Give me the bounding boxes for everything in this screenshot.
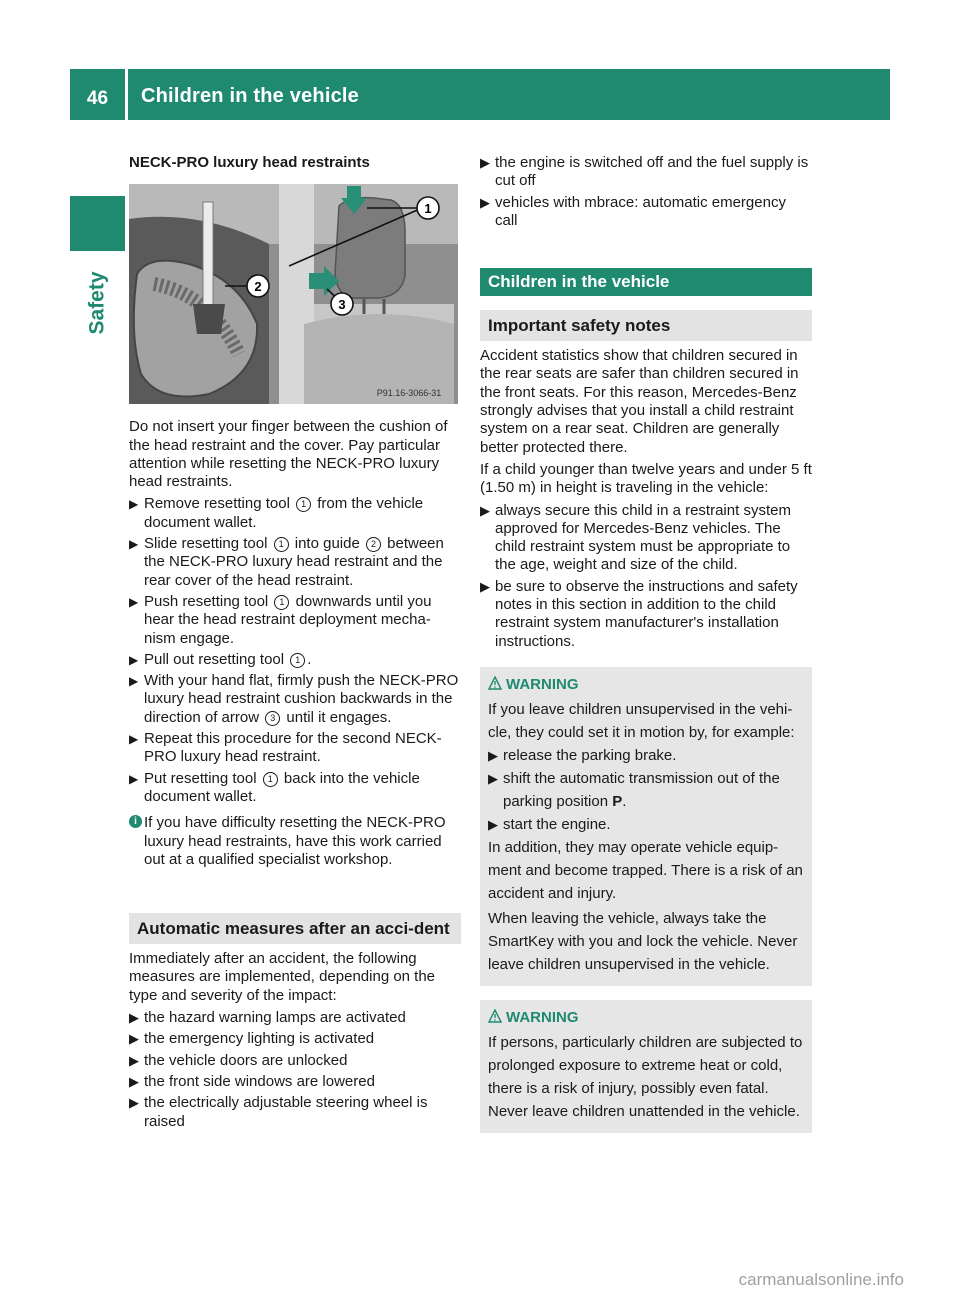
bullet-icon: ▶ (129, 1052, 139, 1068)
warning-icon (488, 1009, 502, 1023)
step-arrow-icon: ▶ (129, 771, 139, 786)
bullet-icon: ▶ (488, 816, 498, 832)
auto-bullet: ▶ the front side windows are lowered (129, 1072, 375, 1090)
info-note: i If you have difficulty resetting the NECK-PRO luxury head restraints, have this work carried out at a qualified specialist workshop. (129, 814, 461, 869)
cont-bullet: ▶ vehicles with mbrace: automatic emergency call (480, 193, 786, 229)
step-7-ref-1: 1 (263, 772, 278, 787)
step-6: ▶ Repeat this procedure for the second NECK-PRO luxury head restraint. (129, 730, 442, 766)
warning-1-para-2: When leaving the vehicle, always take the SmartKey with you and lock the vehicle. Never leave children unsupervised in the vehicle. (488, 909, 798, 973)
warning-2-text: If persons, particularly children are subjected to prolonged exposure to extreme heat or cold, there is a risk of injury, possibly even fatal. Never leave children unattended in the vehicle. (488, 1033, 803, 1120)
header-divider (125, 69, 128, 120)
warning-title: WARNING (488, 673, 804, 696)
safety-bullet: ▶ always secure this child in a restraint system approved for Mercedes-Benz vehicles. The child restraint system must be appropriate to the age, weight and size of the child. (480, 501, 791, 574)
neck-pro-heading: NECK-PRO luxury head restraints (129, 154, 370, 171)
callout-1: 1 (424, 201, 432, 217)
warning-1-bullet: ▶ shift the automatic transmission out of the parking position P. (488, 767, 804, 813)
bullet-icon: ▶ (480, 194, 490, 210)
step-3-ref-1: 1 (274, 595, 289, 610)
step-7: ▶ Put resetting tool 1 back into the vehicle document wallet. (129, 769, 420, 805)
side-tab (70, 258, 125, 348)
bullet-icon: ▶ (129, 1073, 139, 1089)
step-arrow-icon: ▶ (129, 594, 139, 609)
safety-para-2: If a child younger than twelve years and under 5 ft (1.50 m) in height is traveling in the vehicle: (480, 460, 812, 497)
intro-text: Do not insert your finger between the cushion of the head restraint and the cover. Pay particular attention while resetting the NECK-PRO luxury head restraints. (129, 418, 448, 491)
bullet-icon: ▶ (129, 1095, 139, 1111)
cont-bullet: ▶ the engine is switched off and the fuel supply is cut off (480, 154, 809, 190)
bullet-icon: ▶ (480, 578, 490, 594)
safety-bullet: ▶ be sure to observe the instructions and safety notes in this section in addition to the child restraint system manufacturer's installation instructions. (480, 577, 798, 650)
warning-icon (488, 676, 502, 690)
step-1-ref-1: 1 (296, 497, 311, 512)
warning-1-para-1: In addition, they may operate vehicle equip-ment and become trapped. There is a risk of an accident and injury. (488, 838, 803, 902)
bullet-icon: ▶ (129, 1010, 139, 1026)
step-arrow-icon: ▶ (129, 537, 139, 552)
watermark: carmanualsonline.info (738, 1270, 904, 1289)
step-arrow-icon: ▶ (129, 652, 139, 667)
bullet-icon: ▶ (480, 502, 490, 518)
auto-measures-heading: Automatic measures after an acci-dent (129, 913, 461, 944)
bullet-icon: ▶ (488, 770, 498, 786)
auto-bullet: ▶ the vehicle doors are unlocked (129, 1051, 348, 1069)
step-5-ref-3: 3 (265, 711, 280, 726)
warning-title: WARNING (488, 1006, 804, 1029)
step-arrow-icon: ▶ (129, 674, 139, 689)
warning-1-intro: If you leave children unsupervised in the vehi-cle, they could set it in motion by, for example: (488, 700, 795, 741)
step-arrow-icon: ▶ (129, 732, 139, 747)
warning-1-bullet: ▶ release the parking brake. (488, 744, 804, 767)
right-column (480, 154, 812, 1133)
warning-1-bullet: ▶ start the engine. (488, 813, 804, 836)
step-2-ref-2: 2 (366, 537, 381, 552)
step-4: ▶ Pull out resetting tool 1 . (129, 650, 312, 668)
warning-box-2 (480, 1000, 812, 1133)
head-restraint-illustration (129, 184, 458, 404)
bullet-icon: ▶ (129, 1031, 139, 1047)
left-column (129, 154, 461, 1134)
bullet-icon: ▶ (488, 747, 498, 763)
step-2-ref-1: 1 (274, 537, 289, 552)
warning-box-1 (480, 667, 812, 986)
callout-2: 2 (254, 279, 262, 295)
head-restraint-figure (129, 184, 458, 404)
auto-bullet: ▶ the hazard warning lamps are activated (129, 1009, 406, 1027)
step-2: ▶ Slide resetting tool 1 into guide 2 between the NECK-PRO luxury head restraint and the rear cover of the head restraint. (129, 535, 444, 589)
section-heading: Children in the vehicle (480, 268, 812, 296)
step-1: ▶ Remove resetting tool 1 from the vehicle document wallet. (129, 495, 424, 531)
step-4-ref-1: 1 (290, 653, 305, 668)
step-3: ▶ Push resetting tool 1 downwards until you hear the head restraint deployment mecha-nism engage. (129, 592, 432, 647)
auto-bullet: ▶ the emergency lighting is activated (129, 1030, 375, 1048)
page-number: 46 (86, 87, 109, 109)
info-icon: i (129, 815, 142, 828)
safety-para-1: Accident statistics show that children secured in the rear seats are safer than children secured in the front seats. For this reason, Mercedes-Benz strongly advises that you install a child restraint system on a rear seat. Children are generally better protected there. (480, 347, 799, 456)
step-arrow-icon: ▶ (129, 497, 139, 512)
callout-3: 3 (338, 297, 346, 313)
subsection-heading: Important safety notes (480, 310, 812, 341)
side-tab-label: Safety (85, 271, 109, 335)
figure-code: P91.16-3066-31 (376, 388, 442, 399)
auto-bullet: ▶ the electrically adjustable steering wheel is raised (129, 1094, 428, 1130)
step-5: ▶ With your hand flat, firmly push the NECK-PRO luxury head restraint cushion backwards in the direction of arrow 3 until it engages. (129, 672, 459, 726)
auto-measures-intro: Immediately after an accident, the following measures are implemented, depending on the type and severity of the impact: (129, 950, 436, 1004)
bullet-icon: ▶ (480, 155, 490, 170)
page-title: Children in the vehicle (141, 85, 359, 107)
side-tab-block (70, 196, 125, 251)
